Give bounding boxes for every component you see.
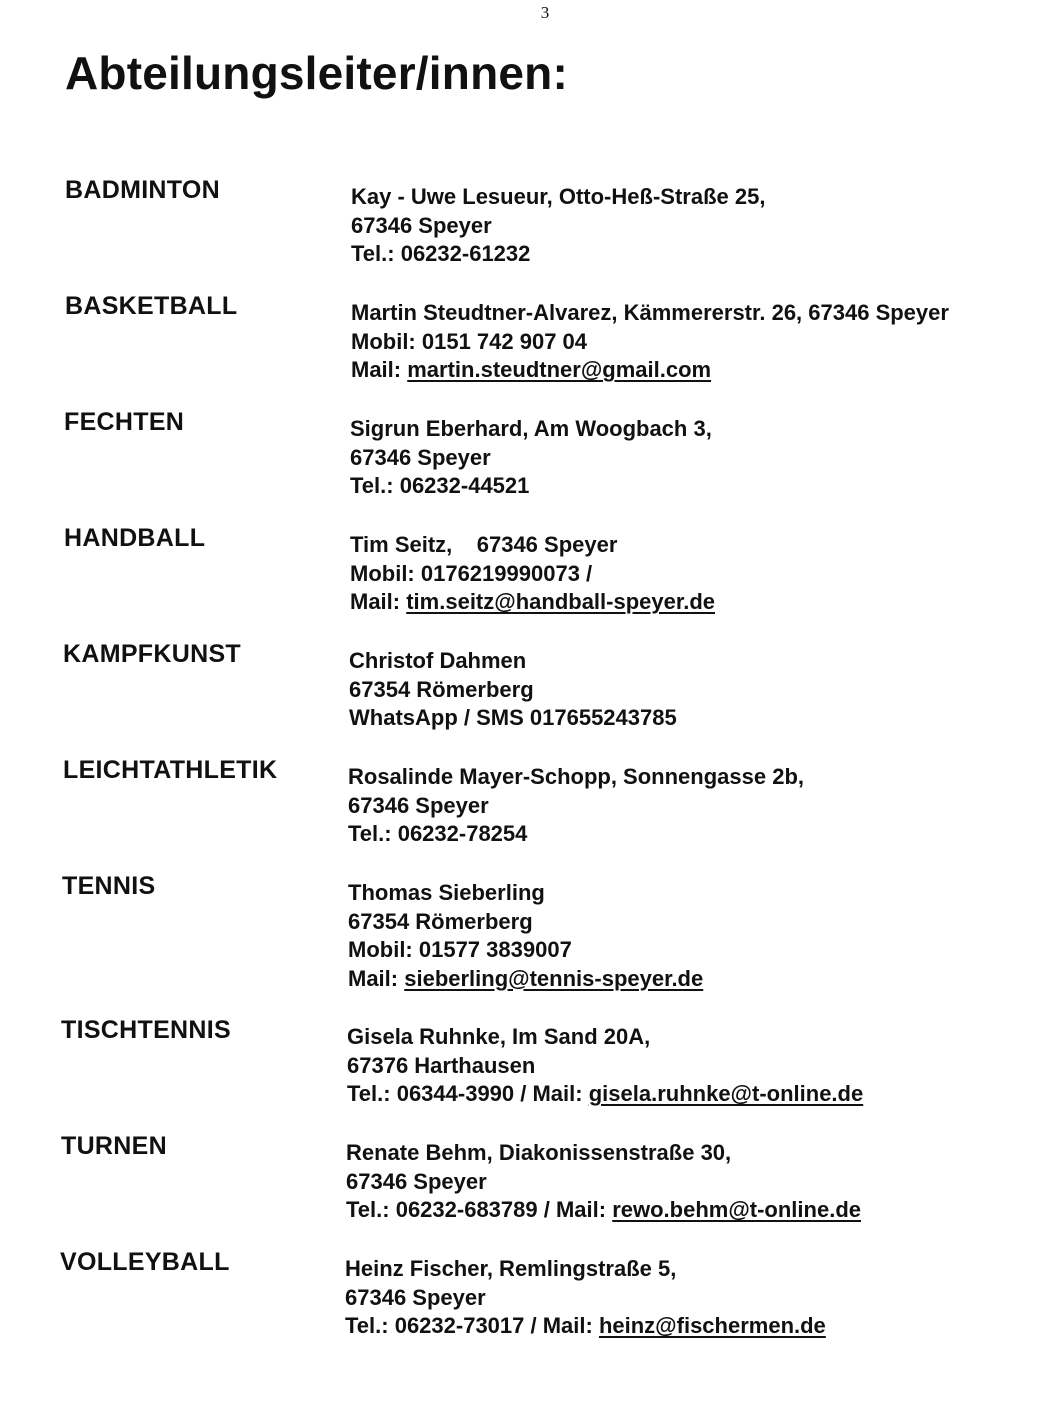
contact-mobile: Mobil: 01577 3839007 xyxy=(348,937,572,962)
contact-block xyxy=(345,1255,826,1341)
contact-city: 67346 Speyer xyxy=(351,212,492,238)
mail-label: Mail: xyxy=(351,357,408,382)
contact-mail-line xyxy=(348,965,703,994)
contact-address: Kay - Uwe Lesueur, Otto-Heß-Straße 25, xyxy=(351,184,766,209)
department-section-fechten xyxy=(0,408,1050,518)
contact-city: 67346 Speyer xyxy=(345,1284,486,1310)
contact-mail-line xyxy=(350,588,715,617)
department-name: BADMINTON xyxy=(65,176,221,204)
contact-block xyxy=(351,183,765,269)
contact-block xyxy=(346,1139,861,1225)
contact-phone: Tel.: 06232-61232 xyxy=(351,241,531,266)
department-name: BASKETBALL xyxy=(65,292,238,320)
contact-city: 67346 Speyer xyxy=(346,1168,487,1194)
phone-mail-label: Tel.: 06232-683789 / Mail: xyxy=(346,1197,613,1222)
department-section-leichtathletik xyxy=(0,756,1050,866)
page-number: 3 xyxy=(540,3,550,22)
department-name: HANDBALL xyxy=(64,524,206,552)
email-link[interactable]: gisela.ruhnke@t-online.de xyxy=(588,1081,864,1106)
contact-address: Renate Behm, Diakonissenstraße 30, xyxy=(346,1140,732,1165)
department-section-handball xyxy=(0,524,1050,634)
contact-block xyxy=(351,299,949,385)
phone-mail-label: Tel.: 06344-3990 / Mail: xyxy=(347,1081,589,1106)
department-section-tennis xyxy=(0,872,1050,991)
contact-block xyxy=(350,531,715,617)
email-link[interactable]: sieberling@tennis-speyer.de xyxy=(404,965,704,991)
contact-mobile: Mobil: 0176219990073 / xyxy=(350,560,593,586)
contact-mail-line xyxy=(351,356,949,385)
contact-city: 67376 Harthausen xyxy=(347,1052,536,1078)
contact-address: Sigrun Eberhard, Am Woogbach 3, xyxy=(350,416,712,441)
contact-mobile: Mobil: 0151 742 907 04 xyxy=(351,328,588,354)
page-title: Abteilungsleiter/innen: xyxy=(65,47,568,99)
email-link[interactable]: heinz@fischermen.de xyxy=(598,1313,826,1338)
contact-block xyxy=(349,647,677,733)
department-section-volleyball xyxy=(0,1248,1050,1358)
department-name: TISCHTENNIS xyxy=(61,1016,231,1044)
contact-phone-mail-line xyxy=(347,1080,863,1109)
contact-city: 67346 Speyer xyxy=(350,444,491,470)
contact-block xyxy=(348,763,804,849)
contact-block xyxy=(348,879,703,993)
department-section-turnen xyxy=(0,1132,1050,1242)
contact-whatsapp: WhatsApp / SMS 017655243785 xyxy=(349,705,677,730)
contact-phone-mail-line xyxy=(345,1312,826,1341)
contact-phone-mail-line xyxy=(346,1196,861,1225)
department-section-basketball xyxy=(0,292,1050,402)
contact-block xyxy=(347,1023,863,1109)
contact-address: Tim Seitz, 67346 Speyer xyxy=(350,532,618,557)
contact-block xyxy=(350,415,712,501)
department-name: VOLLEYBALL xyxy=(60,1248,230,1276)
contact-address: Martin Steudtner-Alvarez, Kämmererstr. 26, 67346 Speyer xyxy=(351,300,949,325)
department-name: TURNEN xyxy=(61,1132,167,1160)
department-name: TENNIS xyxy=(62,872,156,900)
department-name: FECHTEN xyxy=(64,408,185,436)
department-section-tischtennis xyxy=(0,1016,1050,1126)
contact-phone: Tel.: 06232-44521 xyxy=(350,473,530,498)
email-link[interactable]: tim.seitz@handball-speyer.de xyxy=(406,589,715,614)
contact-city: 67346 Speyer xyxy=(348,792,489,818)
email-link[interactable]: martin.steudtner@gmail.com xyxy=(407,357,712,382)
mail-label: Mail: xyxy=(350,589,407,614)
contact-name: Thomas Sieberling xyxy=(348,880,545,905)
contact-name: Christof Dahmen xyxy=(349,648,527,673)
contact-city: 67354 Römerberg xyxy=(348,908,533,934)
mail-label: Mail: xyxy=(348,965,405,991)
contact-city: 67354 Römerberg xyxy=(349,676,534,702)
department-section-kampfkunst xyxy=(0,640,1050,750)
department-name: LEICHTATHLETIK xyxy=(63,756,278,784)
phone-mail-label: Tel.: 06232-73017 / Mail: xyxy=(345,1313,599,1338)
contact-address: Heinz Fischer, Remlingstraße 5, xyxy=(345,1256,677,1281)
contact-address: Rosalinde Mayer-Schopp, Sonnengasse 2b, xyxy=(348,764,804,789)
email-link[interactable]: rewo.behm@t-online.de xyxy=(612,1197,861,1222)
contact-phone: Tel.: 06232-78254 xyxy=(348,821,528,846)
department-name: KAMPFKUNST xyxy=(63,640,241,668)
contact-address: Gisela Ruhnke, Im Sand 20A, xyxy=(347,1024,651,1049)
department-section-badminton xyxy=(0,176,1050,286)
